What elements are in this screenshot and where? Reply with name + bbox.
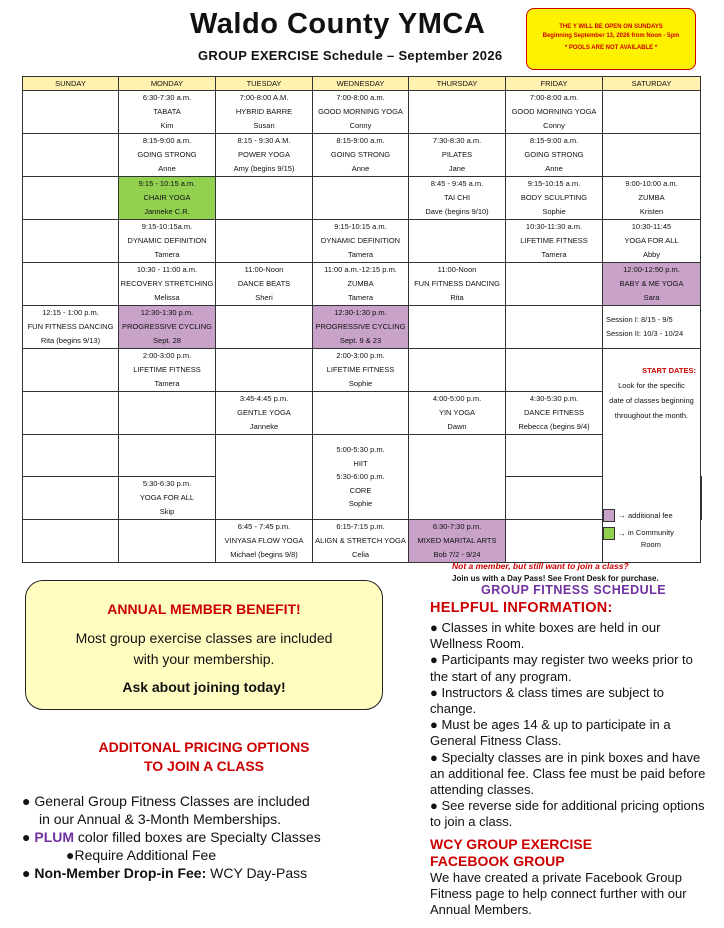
day-header: THURSDAY [409,77,506,91]
day-header: WEDNESDAY [313,77,409,91]
class-cell [506,220,603,263]
class-cell-line: 9:15 - 10:15 a.m. [138,179,196,188]
class-cell-line: 11:00 a.m.-12:15 p.m. [324,265,397,274]
empty-cell [409,435,506,520]
legend-community [603,527,700,551]
class-cell-line: 8:15 - 9:30 A.M. [237,136,291,145]
legend-community-line: Room [640,540,661,549]
notice-line-1: THE Y WILL BE OPEN ON SUNDAYS [559,24,663,30]
empty-cell [313,177,409,220]
day-header: SATURDAY [603,77,701,91]
empty-cell [506,477,603,520]
class-cell-line: 8:15-9:00 a.m. [529,136,579,145]
class-cell-line: 6:45 - 7:45 p.m. [237,522,291,531]
class-cell [603,177,701,220]
pricing-item: ● General Group Fitness Classes are included [22,793,310,809]
empty-cell [119,435,216,477]
help-item: ● Specialty classes are in pink boxes and have an additional fee. Class fee must be paid before attending classes. [430,749,706,798]
class-cell [119,134,216,177]
class-cell-line: 12:30-1:30 p.m. [140,308,194,317]
class-cell [23,306,119,349]
pricing-heading [25,738,383,776]
page-subtitle: GROUP EXERCISE Schedule – September 2026 [198,48,503,63]
notice-line-3: * POOLS ARE NOT AVAILABLE * [564,45,658,51]
class-cell-line: 6:30-7:30 p.m. [432,522,482,531]
class-cell-line: Melissa [154,293,180,302]
class-cell-line: 7:30-8:30 a.m. [432,136,482,145]
class-cell-line: YOGA FOR ALL [139,493,195,502]
sunday-notice [526,8,696,70]
class-cell-line: Michael (begins 9/8) [230,550,298,559]
class-cell-line: Janneke C.R. [144,207,190,216]
class-cell [603,306,701,349]
class-cell-line: Sophie [348,499,373,509]
class-cell-line: 9:00-10:00 a.m. [625,179,678,188]
class-cell-line: 10:30 - 11:00 a.m. [136,265,198,274]
class-cell [313,306,409,349]
class-cell-line: YIN YOGA [438,408,476,417]
class-cell-line: 2:00-3:00 p.m. [336,351,385,360]
class-cell [313,91,409,134]
facebook-heading-line: FACEBOOK GROUP [430,853,565,869]
empty-cell [23,520,119,563]
member-benefit-line: Most group exercise classes are included [75,630,333,646]
class-cell [119,263,216,306]
class-cell-line: DANCE BEATS [237,279,291,288]
class-cell [119,177,216,220]
empty-cell [23,435,119,477]
empty-cell [216,177,313,220]
class-cell-line: Skip [159,507,175,516]
class-cell-line: Jane [448,164,466,173]
class-cell-line: ZUMBA [638,193,665,202]
class-cell [313,520,409,563]
class-cell-line: POWER YOGA [238,150,290,159]
class-cell-line: BABY & ME YOGA [619,279,684,288]
member-benefit-body [26,628,382,670]
class-cell [506,392,603,435]
class-cell-line: Tamera [347,293,373,302]
class-cell-line: PROGRESSIVE CYCLING [315,322,406,331]
class-cell-line: 9:15-10:15 a.m. [527,179,581,188]
empty-cell [701,477,702,520]
class-cell [216,392,313,435]
class-cell [409,134,506,177]
empty-cell [409,306,506,349]
class-cell-line: PROGRESSIVE CYCLING [121,322,213,331]
member-benefit-line: with your membership. [133,651,275,667]
class-cell-line: Tamera [541,250,567,259]
class-cell-line: 4:00-5:00 p.m. [432,394,482,403]
class-cell [216,520,313,563]
facebook-group-text: We have created a private Facebook Group Fitness page to help connect further with our Annual Members. [430,870,687,918]
member-benefit-box [25,580,383,710]
notice-line-2: Beginning September 13, 2026 from Noon - 5pm [542,32,680,39]
class-cell-line: DYNAMIC DEFINITION [320,236,401,245]
class-cell-line: 12:00-12:50 p.m. [623,265,680,274]
class-cell-line: 9:15-10:15 a.m. [334,222,387,231]
empty-cell [506,263,603,306]
empty-cell [506,435,603,477]
class-cell-line: Rita [450,293,464,302]
help-item: ● Must be ages 14 & up to participate in a General Fitness Class. [430,717,671,749]
class-cell-line: Sophie [348,379,373,388]
class-cell [409,520,506,563]
pricing-heading-line: ADDITONAL PRICING OPTIONS [98,739,310,755]
class-cell-line: DYNAMIC DEFINITION [127,236,207,245]
class-cell [119,477,216,520]
class-cell-line: ZUMBA [347,279,374,288]
start-dates-line: Look for the specific [618,381,685,390]
spacer [603,423,700,505]
class-cell [506,134,603,177]
class-cell-line: GENTLE YOGA [237,408,291,417]
class-cell-line: Celia [351,550,370,559]
pricing-item: ● Non-Member Drop-in Fee: WCY Day-Pass [22,865,308,881]
helpful-info-heading: HELPFUL INFORMATION: [430,600,613,616]
schedule-row [23,306,702,349]
member-benefit-heading: ANNUAL MEMBER BENEFIT! [107,601,301,617]
class-cell-line: LIFETIME FITNESS [326,365,395,374]
schedule-row [23,220,702,263]
arrow-icon: → [618,529,626,538]
class-cell-line: GOING STRONG [330,150,391,159]
legend-community-label [628,527,674,551]
class-cell-line: YOGA FOR ALL [624,236,679,245]
class-cell [313,263,409,306]
page-title: Waldo County YMCA [190,8,486,40]
class-cell [119,349,216,392]
class-cell-line: TAI CHI [443,193,471,202]
class-cell-line: 12:30-1:30 p.m. [334,308,387,317]
class-cell-line: 7:00-8:00 a.m. [529,93,579,102]
class-cell-line: GOOD MORNING YOGA [511,107,597,116]
class-cell-line: 10:30-11:45 [631,222,672,231]
empty-cell [23,91,119,134]
class-cell-line: 7:00-8:00 a.m. [336,93,385,102]
class-cell-line: 11:00-Noon [437,265,477,274]
class-cell-line: Tamera [347,250,373,259]
class-cell-line: 8:45 - 9:45 a.m. [430,179,484,188]
empty-cell [506,349,603,392]
class-cell-line: Session II: 10/3 - 10/24 [606,329,684,338]
help-item: ● See reverse side for additional pricing options to join a class. [430,798,705,830]
class-cell-line: 3:45-4:45 p.m. [239,394,289,403]
class-cell-line: BODY SCULPTING [520,193,588,202]
class-cell-line: HIIT [353,458,368,468]
empty-cell [119,392,216,435]
class-cell-line: 7:00-8:00 A.M. [239,93,289,102]
class-cell-line: 4:30-5:30 p.m. [529,394,579,403]
class-cell-line: Sheri [255,293,273,302]
class-cell [216,263,313,306]
class-cell-line: MIXED MARITAL ARTS [417,536,497,545]
class-cell [313,435,409,520]
empty-cell [603,134,701,177]
pricing-item: in our Annual & 3-Month Memberships. [39,811,282,827]
class-cell-line: Susan [253,121,275,130]
help-item: ● Participants may register two weeks prior to the start of any program. [430,652,693,684]
empty-cell [216,435,313,520]
class-cell-line: 9:15-10:15a.m. [141,222,193,231]
class-cell [506,91,603,134]
empty-cell [216,220,313,263]
empty-cell [506,306,603,349]
help-item: ● Instructors & class times are subject to change. [430,684,664,717]
class-cell-line: Tamera [154,379,180,388]
class-cell-line: Anne [158,164,176,173]
class-cell [216,91,313,134]
pricing-list [22,792,321,882]
schedule-row [23,177,702,220]
class-cell-line: Bob 7/2 - 9/24 [433,550,481,559]
day-header: TUESDAY [216,77,313,91]
schedule-row [23,349,702,392]
class-cell-line: 8:15-9:00 a.m. [142,136,192,145]
class-cell-line: Dave (begins 9/10) [425,207,489,216]
empty-cell [506,520,603,563]
class-cell-line: Conny [543,121,565,130]
class-cell-line: 6:15-7:15 p.m. [336,522,385,531]
class-cell-line: PILATES [441,150,473,159]
empty-cell [23,477,119,520]
class-cell-line: 2:00-3:00 p.m. [142,351,192,360]
class-cell-line: VINYASA FLOW YOGA [224,536,304,545]
class-cell [409,392,506,435]
class-cell-line: Sept. 28 [153,336,181,345]
class-cell [506,177,603,220]
class-cell-line: Sara [643,293,660,302]
class-cell-line: Conny [349,121,372,130]
class-cell-line: Kim [160,121,174,130]
facebook-heading-line: WCY GROUP EXERCISE [430,836,593,852]
class-cell [119,91,216,134]
class-cell-line: GOING STRONG [524,150,584,159]
legend-fee [603,509,700,523]
empty-cell [119,520,216,563]
start-dates-line: date of classes beginning [609,396,694,405]
pricing-item: ●Require Additional Fee [66,847,217,863]
day-header: FRIDAY [506,77,603,91]
class-cell-line: LIFETIME FITNESS [133,365,201,374]
pricing-heading-line: TO JOIN A CLASS [143,758,265,774]
class-cell [119,306,216,349]
class-cell [603,263,701,306]
schedule-row [23,392,702,435]
legend-fee-label: additional fee [628,511,673,520]
empty-cell [23,263,119,306]
class-cell-line: Anne [545,164,563,173]
class-cell-line: Kristen [639,207,664,216]
class-cell-line: FUN FITNESS DANCING [414,279,500,288]
class-cell-line: Session I: 8/15 - 9/5 [606,315,673,324]
class-cell [603,220,701,263]
pricing-item: ● PLUM color filled boxes are Specialty Classes [22,829,321,845]
group-fitness-label: GROUP FITNESS SCHEDULE [481,583,667,597]
class-cell-line: 10:30-11:30 a.m. [525,222,583,231]
empty-cell [409,220,506,263]
class-cell [119,220,216,263]
class-cell-line: Rita (begins 9/13) [40,336,101,345]
empty-cell [23,220,119,263]
class-cell-line: Amy (begins 9/15) [233,164,295,173]
class-cell-line: Dawn [447,422,467,431]
day-header-row [23,77,702,91]
schedule-row [23,91,702,134]
empty-cell [409,91,506,134]
schedule-row [23,520,702,563]
class-cell-line: Sept. 9 & 23 [339,336,382,345]
class-cell-line: DANCE FITNESS [523,408,584,417]
class-cell [216,134,313,177]
schedule-row [23,435,702,477]
empty-cell [23,134,119,177]
class-cell-line: 8:15-9:00 a.m. [336,136,385,145]
empty-cell [23,392,119,435]
day-header: SUNDAY [23,77,119,91]
plum-swatch [603,509,615,522]
day-pass-info: Join us with a Day Pass! See Front Desk for purchase. [452,574,659,583]
class-cell-line: 5:30-6:30 p.m. [142,479,192,488]
class-cell-line: CHAIR YOGA [143,193,191,202]
empty-cell [216,349,313,392]
empty-cell [216,306,313,349]
legend-community-line: in Community [628,528,674,537]
class-cell [313,134,409,177]
day-pass-question: Not a member, but still want to join a class? [452,561,629,571]
class-cell-line: 12:15 - 1:00 p.m. [42,308,99,317]
day-header: MONDAY [119,77,216,91]
empty-cell [409,349,506,392]
empty-cell [23,177,119,220]
help-item: ● Classes in white boxes are held in our Wellness Room. [430,620,661,652]
schedule-row [23,134,702,177]
class-cell-line: Rebecca (begins 9/4) [518,422,590,431]
empty-cell [23,349,119,392]
class-cell-line: Tamera [154,250,180,259]
class-cell-line: LIFETIME FITNESS [520,236,588,245]
class-cell-line: Anne [351,164,370,173]
class-cell [313,220,409,263]
class-cell-line: Sophie [542,207,566,216]
class-cell [409,177,506,220]
arrow-icon: → [618,511,626,520]
schedule-table [22,76,702,563]
class-cell-line: FUN FITNESS DANCING [27,322,114,331]
class-cell-line: RECOVERY STRETCHING [120,279,214,288]
class-cell-line: HYBRID BARRE [235,107,293,116]
schedule-row [23,263,702,306]
class-cell-line: ALIGN & STRETCH YOGA [315,536,406,545]
start-dates-line: throughout the month. [614,411,689,420]
empty-cell [313,392,409,435]
class-cell-line: Abby [642,250,661,259]
class-cell-line: GOOD MORNING YOGA [318,107,403,116]
class-cell-line: TABATA [153,107,181,116]
start-dates-title: START DATES: [642,366,696,375]
class-cell [409,263,506,306]
class-cell-line: GOING STRONG [137,150,197,159]
class-cell [313,349,409,392]
class-cell-line: 11:00-Noon [244,265,284,274]
class-cell-line: 5:00-5:30 p.m. [336,445,385,455]
class-cell-line: 5:30-6:00 p.m. [336,472,385,482]
green-swatch [603,527,615,540]
member-benefit-cta: Ask about joining today! [122,679,286,695]
class-cell-line: 6:30-7:30 a.m. [142,93,192,102]
helpful-info-list [430,620,710,831]
class-cell-line: CORE [349,485,372,495]
empty-cell [603,91,701,134]
class-cell-line: Janneke [249,422,279,431]
facebook-group-heading [430,836,592,870]
saturday-info-cell [603,349,701,563]
